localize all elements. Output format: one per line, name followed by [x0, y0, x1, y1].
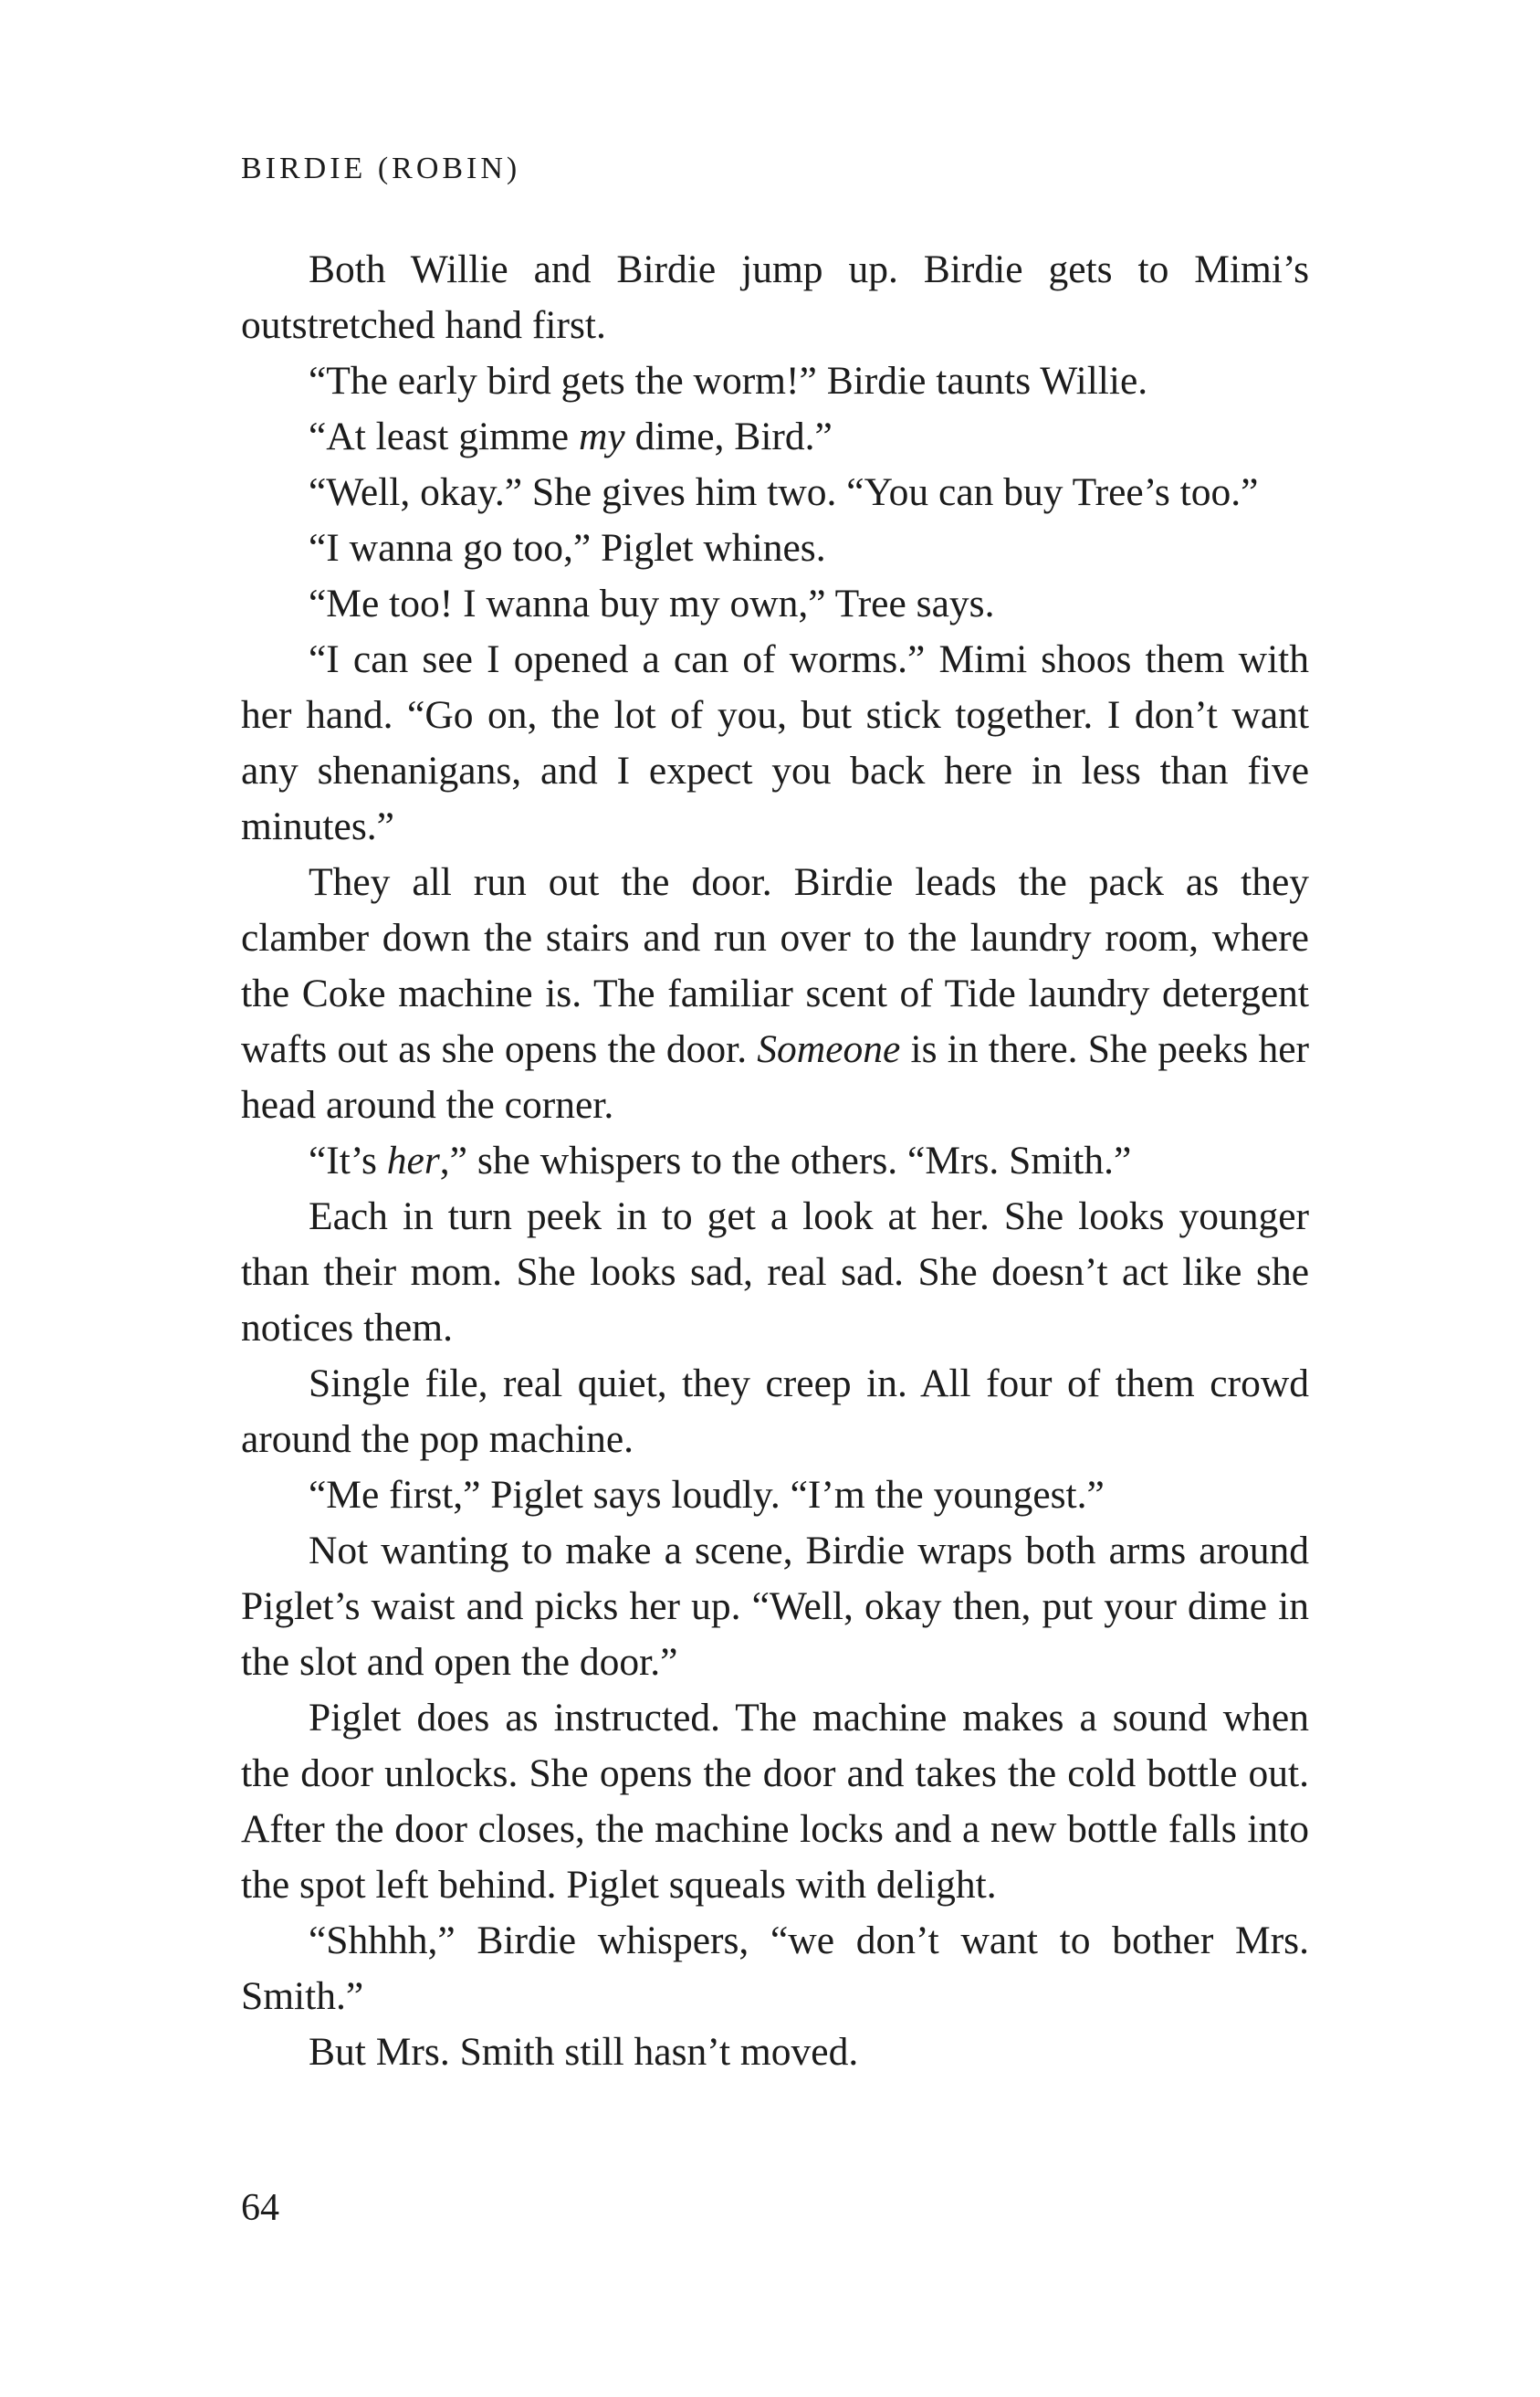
page-number: 64 [241, 2187, 279, 2229]
paragraph: But Mrs. Smith still hasn’t moved. [309, 2030, 859, 2074]
paragraph: “I wanna go too,” Piglet whines. [309, 526, 826, 570]
paragraph: “It’s her,” she whispers to the others. “Mrs. Smith.” [309, 1139, 1132, 1183]
italic-emphasis: my [578, 415, 625, 458]
paragraph: Both Willie and Birdie jump up. Birdie gets to Mimi’s outstretched hand first. [241, 247, 1309, 347]
paragraph: “Well, okay.” She gives him two. “You can buy Tree’s too.” [309, 470, 1259, 514]
paragraph: “I can see I opened a can of worms.” Mimi shoos them with her hand. “Go on, the lot of you, but stick together. I don’t want any shenanigans, and I expect you back here in less than five minutes.” [241, 637, 1309, 848]
paragraph: Piglet does as instructed. The machine makes a sound when the door unlocks. She opens the door and takes the cold bottle out. After the door closes, the machine locks and a new bottle falls into the spot left behind. Piglet squeals with delight. [241, 1696, 1309, 1907]
paragraph: They all run out the door. Birdie leads the pack as they clamber down the stairs and run over to the laundry room, where the Coke machine is. The familiar scent of Tide laundry detergent wafts out as she opens the door. Someone is in there. She peeks her head around the corner. [241, 860, 1309, 1127]
paragraph: Single file, real quiet, they creep in. All four of them crowd around the pop machine. [241, 1361, 1309, 1461]
paragraph: “The early bird gets the worm!” Birdie taunts Willie. [309, 359, 1148, 403]
body-text [241, 242, 1309, 2080]
running-head: BIRDIE (ROBIN) [241, 152, 521, 185]
paragraph: “Me too! I wanna buy my own,” Tree says. [309, 582, 995, 626]
paragraph: “Shhhh,” Birdie whispers, “we don’t want to bother Mrs. Smith.” [241, 1919, 1309, 2018]
paragraph: “Me first,” Piglet says loudly. “I’m the youngest.” [309, 1473, 1105, 1517]
italic-emphasis: Someone [757, 1027, 901, 1071]
paragraph: Not wanting to make a scene, Birdie wraps both arms around Piglet’s waist and picks her up. “Well, okay then, put your dime in the slot and open the door.” [241, 1529, 1309, 1684]
italic-emphasis: her [386, 1139, 440, 1183]
paragraph: Each in turn peek in to get a look at her. She looks younger than their mom. She looks sad, real sad. She doesn’t act like she notices them. [241, 1194, 1309, 1350]
paragraph: “At least gimme my dime, Bird.” [309, 415, 833, 458]
